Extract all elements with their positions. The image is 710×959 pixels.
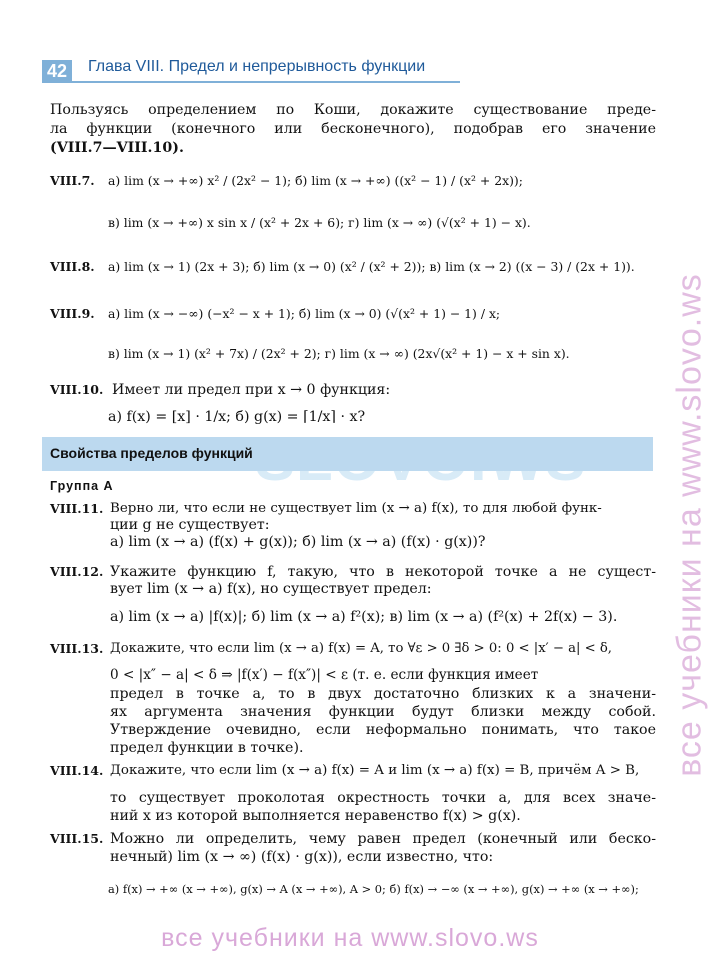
chapter-title: Глава VIII. Предел и непрерывность функции — [88, 58, 426, 75]
problem-viii-14-line-1: Докажите, что если lim (x → a) f(x) = A и lim (x → a) f(x) = B, причём A > B, — [110, 763, 640, 778]
problem-viii-13-line-5: Утверждение очевидно, если неформально понимать, что такое — [110, 722, 656, 738]
problem-viii-7-line-1: а) lim (x → +∞) x² / (2x² − 1); б) lim (x → +∞) ((x² − 1) / (x² + 2x)); — [108, 173, 523, 188]
problem-viii-15-line-2: нечный) lim (x → ∞) (f(x) · g(x)), если известно, что: — [110, 849, 494, 865]
problem-number-viii-8: VIII.8. — [50, 259, 95, 274]
group-title: Группа А — [50, 479, 114, 493]
problem-number-viii-12: VIII.12. — [50, 564, 104, 579]
problem-viii-11-line-1: Верно ли, что если не существует lim (x → a) f(x), то для любой функ- — [110, 501, 602, 516]
problem-viii-14-line-2: то существует проколотая окрестность точки a, для всех значе- — [110, 790, 656, 806]
problem-number-viii-13: VIII.13. — [50, 641, 104, 656]
problem-viii-10-line-2: а) f(x) = [x] · 1/x; б) g(x) = ⌈1/x⌉ · x? — [108, 409, 366, 425]
problem-viii-12-line-1: Укажите функцию f, такую, что в некоторой точке a не сущест- — [110, 564, 656, 580]
problem-number-viii-14: VIII.14. — [50, 763, 104, 778]
side-watermark: все учебники на www.slovo.ws — [670, 273, 709, 777]
problem-viii-11-line-2: ции g не существует: — [110, 517, 270, 533]
problem-viii-9-line-1: а) lim (x → −∞) (−x² − x + 1); б) lim (x → 0) (√(x² + 1) − 1) / x; — [108, 306, 501, 321]
problem-viii-13-line-3: предел в точке a, то в двух достаточно близких к a значени- — [110, 686, 656, 702]
problem-viii-13-line-6: предел функции в точке). — [110, 740, 304, 756]
problem-viii-12-line-3: а) lim (x → a) |f(x)|; б) lim (x → a) f²(x); в) lim (x → a) (f²(x) + 2f(x) − 3). — [110, 609, 618, 625]
problem-viii-15-line-3: а) f(x) → +∞ (x → +∞), g(x) → A (x → +∞), A > 0; б) f(x) → −∞ (x → +∞), g(x) → +∞ (x → +∞); — [108, 882, 639, 896]
intro-line-3: (VIII.7—VIII.10). — [50, 140, 184, 156]
intro-line-1: Пользуясь определением по Коши, докажите существование преде- — [50, 102, 656, 118]
page-number: 42 — [42, 60, 72, 82]
problem-viii-11-line-3: а) lim (x → a) (f(x) + g(x)); б) lim (x → a) (f(x) · g(x))? — [110, 534, 486, 550]
problem-number-viii-11: VIII.11. — [50, 501, 104, 516]
problem-viii-13-line-2: 0 < |x″ − a| < δ ⇒ |f(x′) − f(x″)| < ε (т. е. если функция имеет — [110, 667, 539, 683]
problem-number-viii-7: VIII.7. — [50, 173, 95, 188]
header-rule — [42, 81, 460, 83]
problem-viii-7-line-2: в) lim (x → +∞) x sin x / (x² + 2x + 6); г) lim (x → ∞) (√(x² + 1) − x). — [108, 215, 531, 230]
problem-viii-9-line-2: в) lim (x → 1) (x² + 7x) / (2x² + 2); г) lim (x → ∞) (2x√(x² + 1) − x + sin x). — [108, 346, 570, 361]
problem-number-viii-15: VIII.15. — [50, 831, 104, 846]
problem-viii-14-line-3: ний x из которой выполняется неравенство f(x) > g(x). — [110, 808, 521, 824]
bottom-watermark: все учебники на www.slovo.ws — [161, 924, 539, 952]
problem-viii-8-line-1: а) lim (x → 1) (2x + 3); б) lim (x → 0) (x² / (x² + 2)); в) lim (x → 2) ((x − 3) / (2x + 1)). — [108, 259, 635, 274]
problem-number-viii-10: VIII.10. — [50, 382, 104, 397]
problem-viii-13-line-1: Докажите, что если lim (x → a) f(x) = A, то ∀ε > 0 ∃δ > 0: 0 < |x′ − a| < δ, — [110, 641, 612, 656]
problem-number-viii-9: VIII.9. — [50, 306, 95, 321]
problem-viii-15-line-1: Можно ли определить, чему равен предел (конечный или беско- — [110, 831, 656, 847]
problem-viii-12-line-2: вует lim (x → a) f(x), но существует предел: — [110, 581, 432, 597]
section-title: Свойства пределов функций — [50, 445, 253, 461]
problem-viii-10-line-1: Имеет ли предел при x → 0 функция: — [112, 382, 391, 398]
intro-line-2: ла функции (конечного или бесконечного), подобрав его значение — [50, 121, 656, 137]
problem-viii-13-line-4: ях аргумента значения функции будут близки между собой. — [110, 704, 656, 720]
